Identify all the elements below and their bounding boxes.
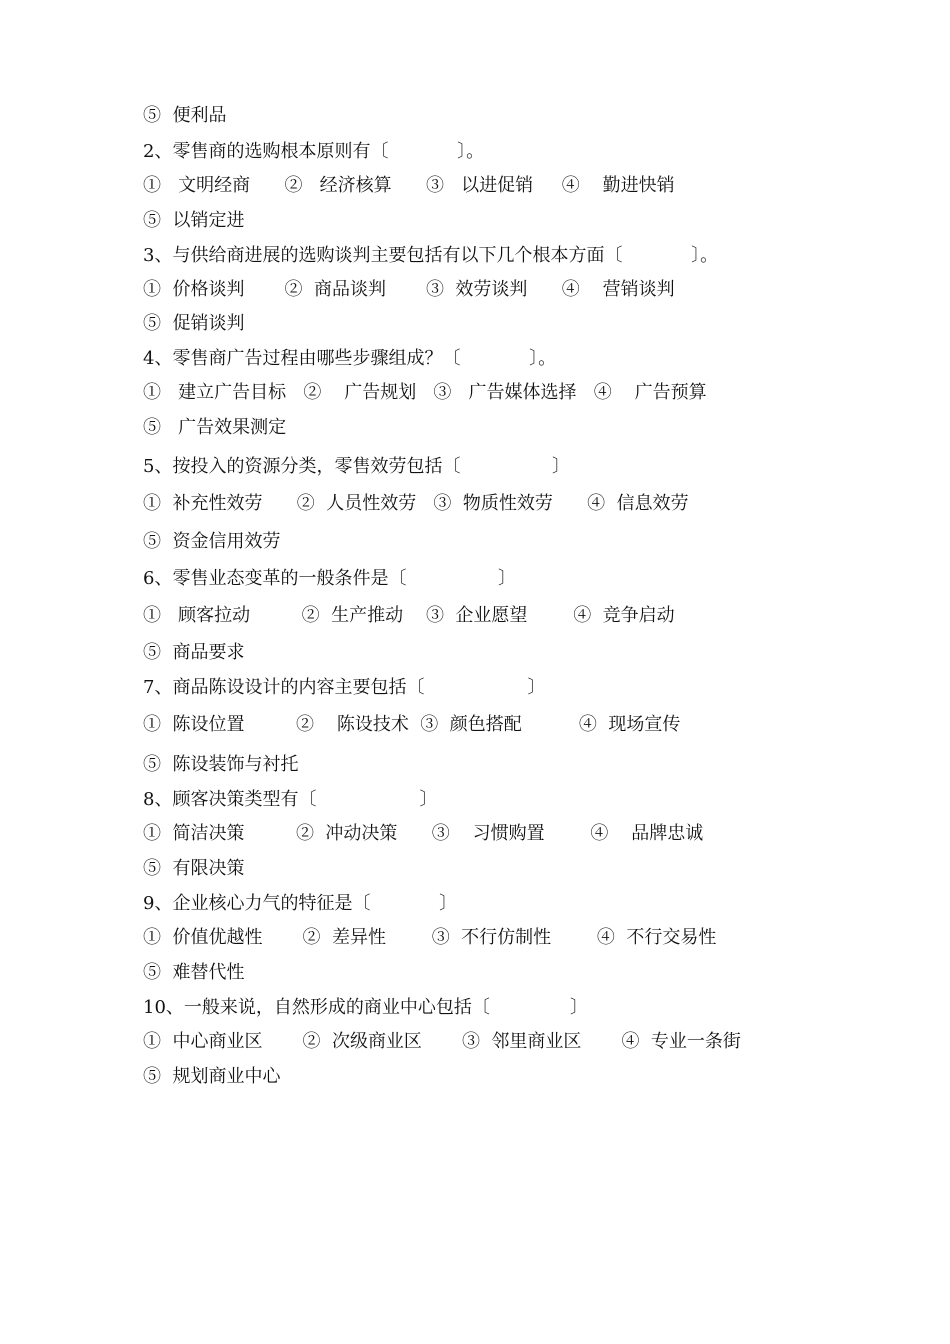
options-9: ① 价值优越性 ② 差异性 ③ 不行仿制性 ④ 不行交易性 <box>143 927 717 948</box>
options-10-cont: ⑤ 规划商业中心 <box>143 1066 281 1087</box>
options-8-cont: ⑤ 有限决策 <box>143 858 245 879</box>
options-4: ① 建立广告目标 ② 广告规划 ③ 广告媒体选择 ④ 广告预算 <box>143 382 707 403</box>
options-7-cont: ⑤ 陈设装饰与衬托 <box>143 754 299 775</box>
options-10: ① 中心商业区 ② 次级商业区 ③ 邻里商业区 ④ 专业一条街 <box>143 1031 741 1052</box>
options-7: ① 陈设位置 ② 陈设技术 ③ 颜色搭配 ④ 现场宣传 <box>143 714 681 735</box>
question-3: 3、与供给商进展的选购谈判主要包括有以下几个根本方面〔 〕。 <box>143 245 719 266</box>
options-2: ① 文明经商 ② 经济核算 ③ 以进促销 ④ 勤进快销 <box>143 175 675 196</box>
text-line: ⑤ 便利品 <box>143 105 227 126</box>
question-8: 8、顾客决策类型有〔 〕 <box>143 789 438 810</box>
options-2-cont: ⑤ 以销定进 <box>143 210 245 231</box>
options-8: ① 简洁决策 ② 冲动决策 ③ 习惯购置 ④ 品牌忠诚 <box>143 823 704 844</box>
question-10: 10、一般来说，自然形成的商业中心包括〔 〕 <box>143 997 589 1018</box>
options-4-cont: ⑤ 广告效果测定 <box>143 417 287 438</box>
options-9-cont: ⑤ 难替代性 <box>143 962 245 983</box>
question-4: 4、零售商广告过程由哪些步骤组成？〔 〕。 <box>143 348 557 369</box>
options-3: ① 价格谈判 ② 商品谈判 ③ 效劳谈判 ④ 营销谈判 <box>143 279 675 300</box>
question-5: 5、按投入的资源分类，零售效劳包括〔 〕 <box>143 456 570 477</box>
options-5-cont: ⑤ 资金信用效劳 <box>143 531 281 552</box>
question-2: 2、零售商的选购根本原则有〔 〕。 <box>143 141 485 162</box>
question-6: 6、零售业态变革的一般条件是〔 〕 <box>143 568 516 589</box>
options-6-cont: ⑤ 商品要求 <box>143 642 245 663</box>
options-5: ① 补充性效劳 ② 人员性效劳 ③ 物质性效劳 ④ 信息效劳 <box>143 493 689 514</box>
question-7: 7、商品陈设设计的内容主要包括〔 〕 <box>143 677 546 698</box>
question-9: 9、企业核心力气的特征是〔 〕 <box>143 893 458 914</box>
options-3-cont: ⑤ 促销谈判 <box>143 313 245 334</box>
options-6: ① 顾客拉动 ② 生产推动 ③ 企业愿望 ④ 竞争启动 <box>143 605 675 626</box>
